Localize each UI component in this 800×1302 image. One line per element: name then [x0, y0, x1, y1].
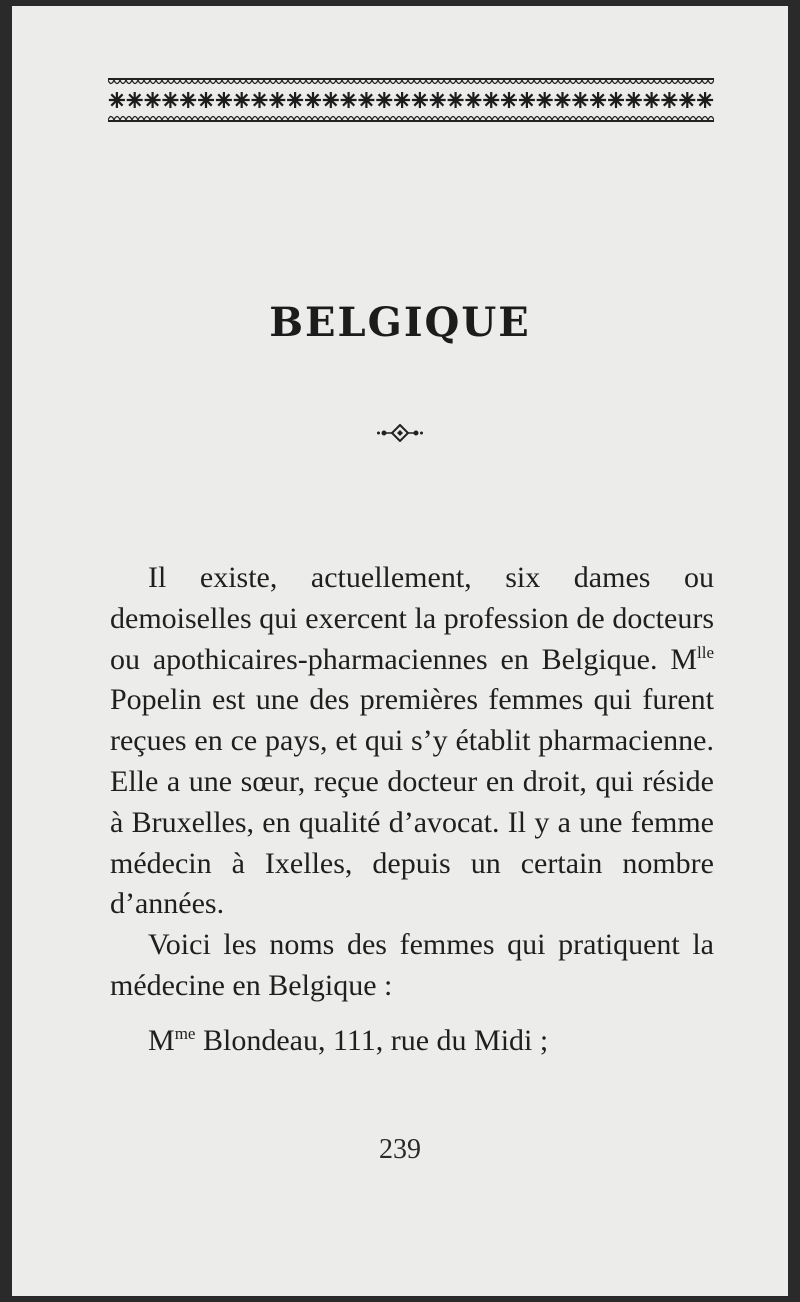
paragraph-list-intro: Voici les noms des femmes qui pratiquent la médecine en Belgique :: [110, 928, 714, 1002]
paragraph-intro-rest: Popelin est une des premières femmes qui furent reçues en ce pays, et qui s’y établit pharmacienne. Elle a une sœur, reçue docteur en droit, qui réside à Bruxelles, en qualité d’avocat. Il y a une femme médecin à Ixelles, depuis un certain nombre d’années.: [110, 683, 714, 921]
list-entry-blondeau: [110, 1021, 714, 1062]
entry-address: Blondeau, 111, rue du Midi ;: [195, 1023, 549, 1057]
paragraph-intro-start: Il existe, actuellement, six dames ou demoiselles qui exercent la profession de docteurs ou apothicaires-pharmaciennes en Belgique. M: [110, 561, 714, 676]
paragraph-intro: [110, 558, 714, 925]
ornament-band-svg: [108, 74, 714, 126]
diamond-fleuron-icon: [376, 424, 424, 442]
superscript-lle: lle: [697, 642, 714, 662]
decorative-star-band: [108, 74, 714, 126]
entry-title-prefix: M: [148, 1023, 175, 1057]
book-page: [12, 6, 788, 1296]
page-number: 239: [379, 1134, 421, 1165]
page-title: BELGIQUE: [269, 299, 531, 346]
superscript-me: me: [174, 1023, 196, 1043]
body-text: [110, 558, 714, 1062]
